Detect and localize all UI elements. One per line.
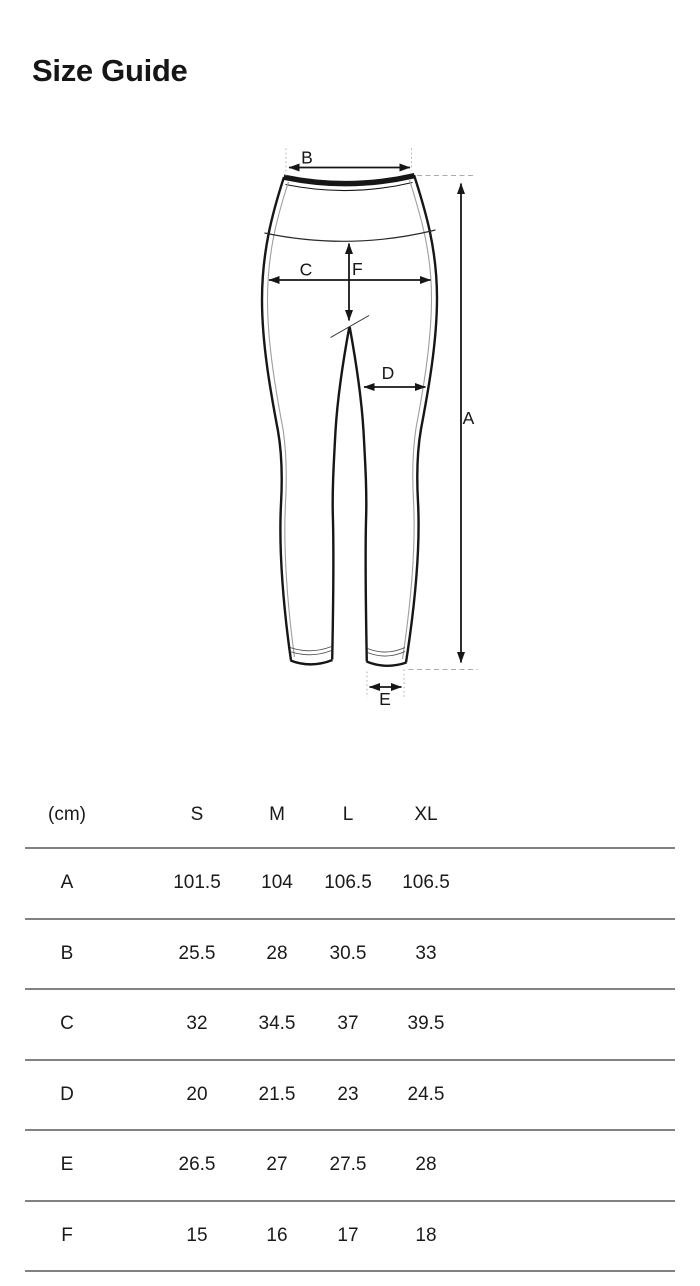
table-row-d bbox=[25, 1059, 675, 1130]
row-label: A bbox=[60, 872, 74, 894]
label-b: B bbox=[301, 147, 313, 168]
label-a: A bbox=[462, 408, 475, 428]
cell-value: 37 bbox=[337, 1013, 359, 1035]
cell-value: 23 bbox=[337, 1083, 359, 1105]
row-label: B bbox=[60, 942, 74, 964]
col-header-l: L bbox=[342, 804, 354, 825]
label-f: F bbox=[352, 259, 363, 279]
waistband bbox=[284, 173, 414, 186]
row-label: F bbox=[61, 1224, 73, 1246]
size-table bbox=[25, 783, 675, 1272]
cell-value: 27.5 bbox=[329, 1154, 367, 1176]
column-spacer bbox=[109, 1235, 158, 1236]
yoke-seam bbox=[265, 230, 436, 241]
col-header-xl: XL bbox=[414, 804, 438, 825]
size-table-header-row bbox=[25, 783, 675, 847]
column-spacer bbox=[109, 1024, 158, 1025]
column-spacer bbox=[109, 883, 158, 884]
cell-value: 20 bbox=[186, 1083, 208, 1105]
row-label: C bbox=[60, 1013, 74, 1035]
page-title: Size Guide bbox=[32, 53, 188, 88]
dimension-guides bbox=[286, 149, 478, 698]
column-spacer bbox=[109, 953, 158, 954]
cell-value: 25.5 bbox=[178, 942, 216, 964]
cell-value: 27 bbox=[266, 1154, 288, 1176]
table-row-a bbox=[25, 847, 675, 918]
cell-value: 106.5 bbox=[324, 872, 372, 894]
cell-value: 104 bbox=[261, 872, 293, 894]
table-row-b bbox=[25, 918, 675, 989]
cell-value: 16 bbox=[266, 1224, 288, 1246]
row-label: E bbox=[60, 1154, 74, 1176]
cell-value: 32 bbox=[186, 1013, 208, 1035]
cell-value: 15 bbox=[186, 1224, 208, 1246]
col-header-s: S bbox=[190, 804, 204, 825]
cell-value: 39.5 bbox=[407, 1013, 445, 1035]
cell-value: 106.5 bbox=[402, 872, 450, 894]
right-hem bbox=[367, 662, 407, 666]
cell-value: 17 bbox=[337, 1224, 359, 1246]
cell-value: 34.5 bbox=[258, 1013, 296, 1035]
right-hem-stitch bbox=[368, 648, 406, 653]
label-e: E bbox=[379, 689, 391, 709]
col-header-m: M bbox=[269, 804, 285, 825]
left-side-seam bbox=[268, 182, 295, 657]
unit-header-cell: (cm) bbox=[48, 804, 86, 825]
cell-value: 24.5 bbox=[407, 1083, 445, 1105]
cell-value: 101.5 bbox=[173, 872, 221, 894]
column-spacer bbox=[109, 815, 158, 816]
cell-value: 21.5 bbox=[258, 1083, 296, 1105]
cell-value: 33 bbox=[415, 942, 437, 964]
cell-value: 26.5 bbox=[178, 1154, 216, 1176]
cell-value: 30.5 bbox=[329, 942, 367, 964]
label-c: C bbox=[299, 259, 313, 280]
table-row-c bbox=[25, 988, 675, 1059]
left-hem-stitch bbox=[290, 647, 332, 651]
cell-value: 28 bbox=[266, 942, 288, 964]
left-hem bbox=[291, 660, 333, 664]
column-spacer bbox=[109, 1165, 158, 1166]
cell-value: 28 bbox=[415, 1154, 437, 1176]
row-label: D bbox=[60, 1083, 74, 1105]
dimension-labels bbox=[300, 148, 475, 710]
table-row-f bbox=[25, 1200, 675, 1271]
cell-value: 18 bbox=[415, 1224, 437, 1246]
left-inseam bbox=[332, 327, 349, 660]
right-side-seam bbox=[403, 180, 432, 659]
right-inseam bbox=[350, 327, 367, 662]
table-row-e bbox=[25, 1129, 675, 1200]
label-d: D bbox=[381, 363, 395, 383]
column-spacer bbox=[109, 1094, 158, 1095]
